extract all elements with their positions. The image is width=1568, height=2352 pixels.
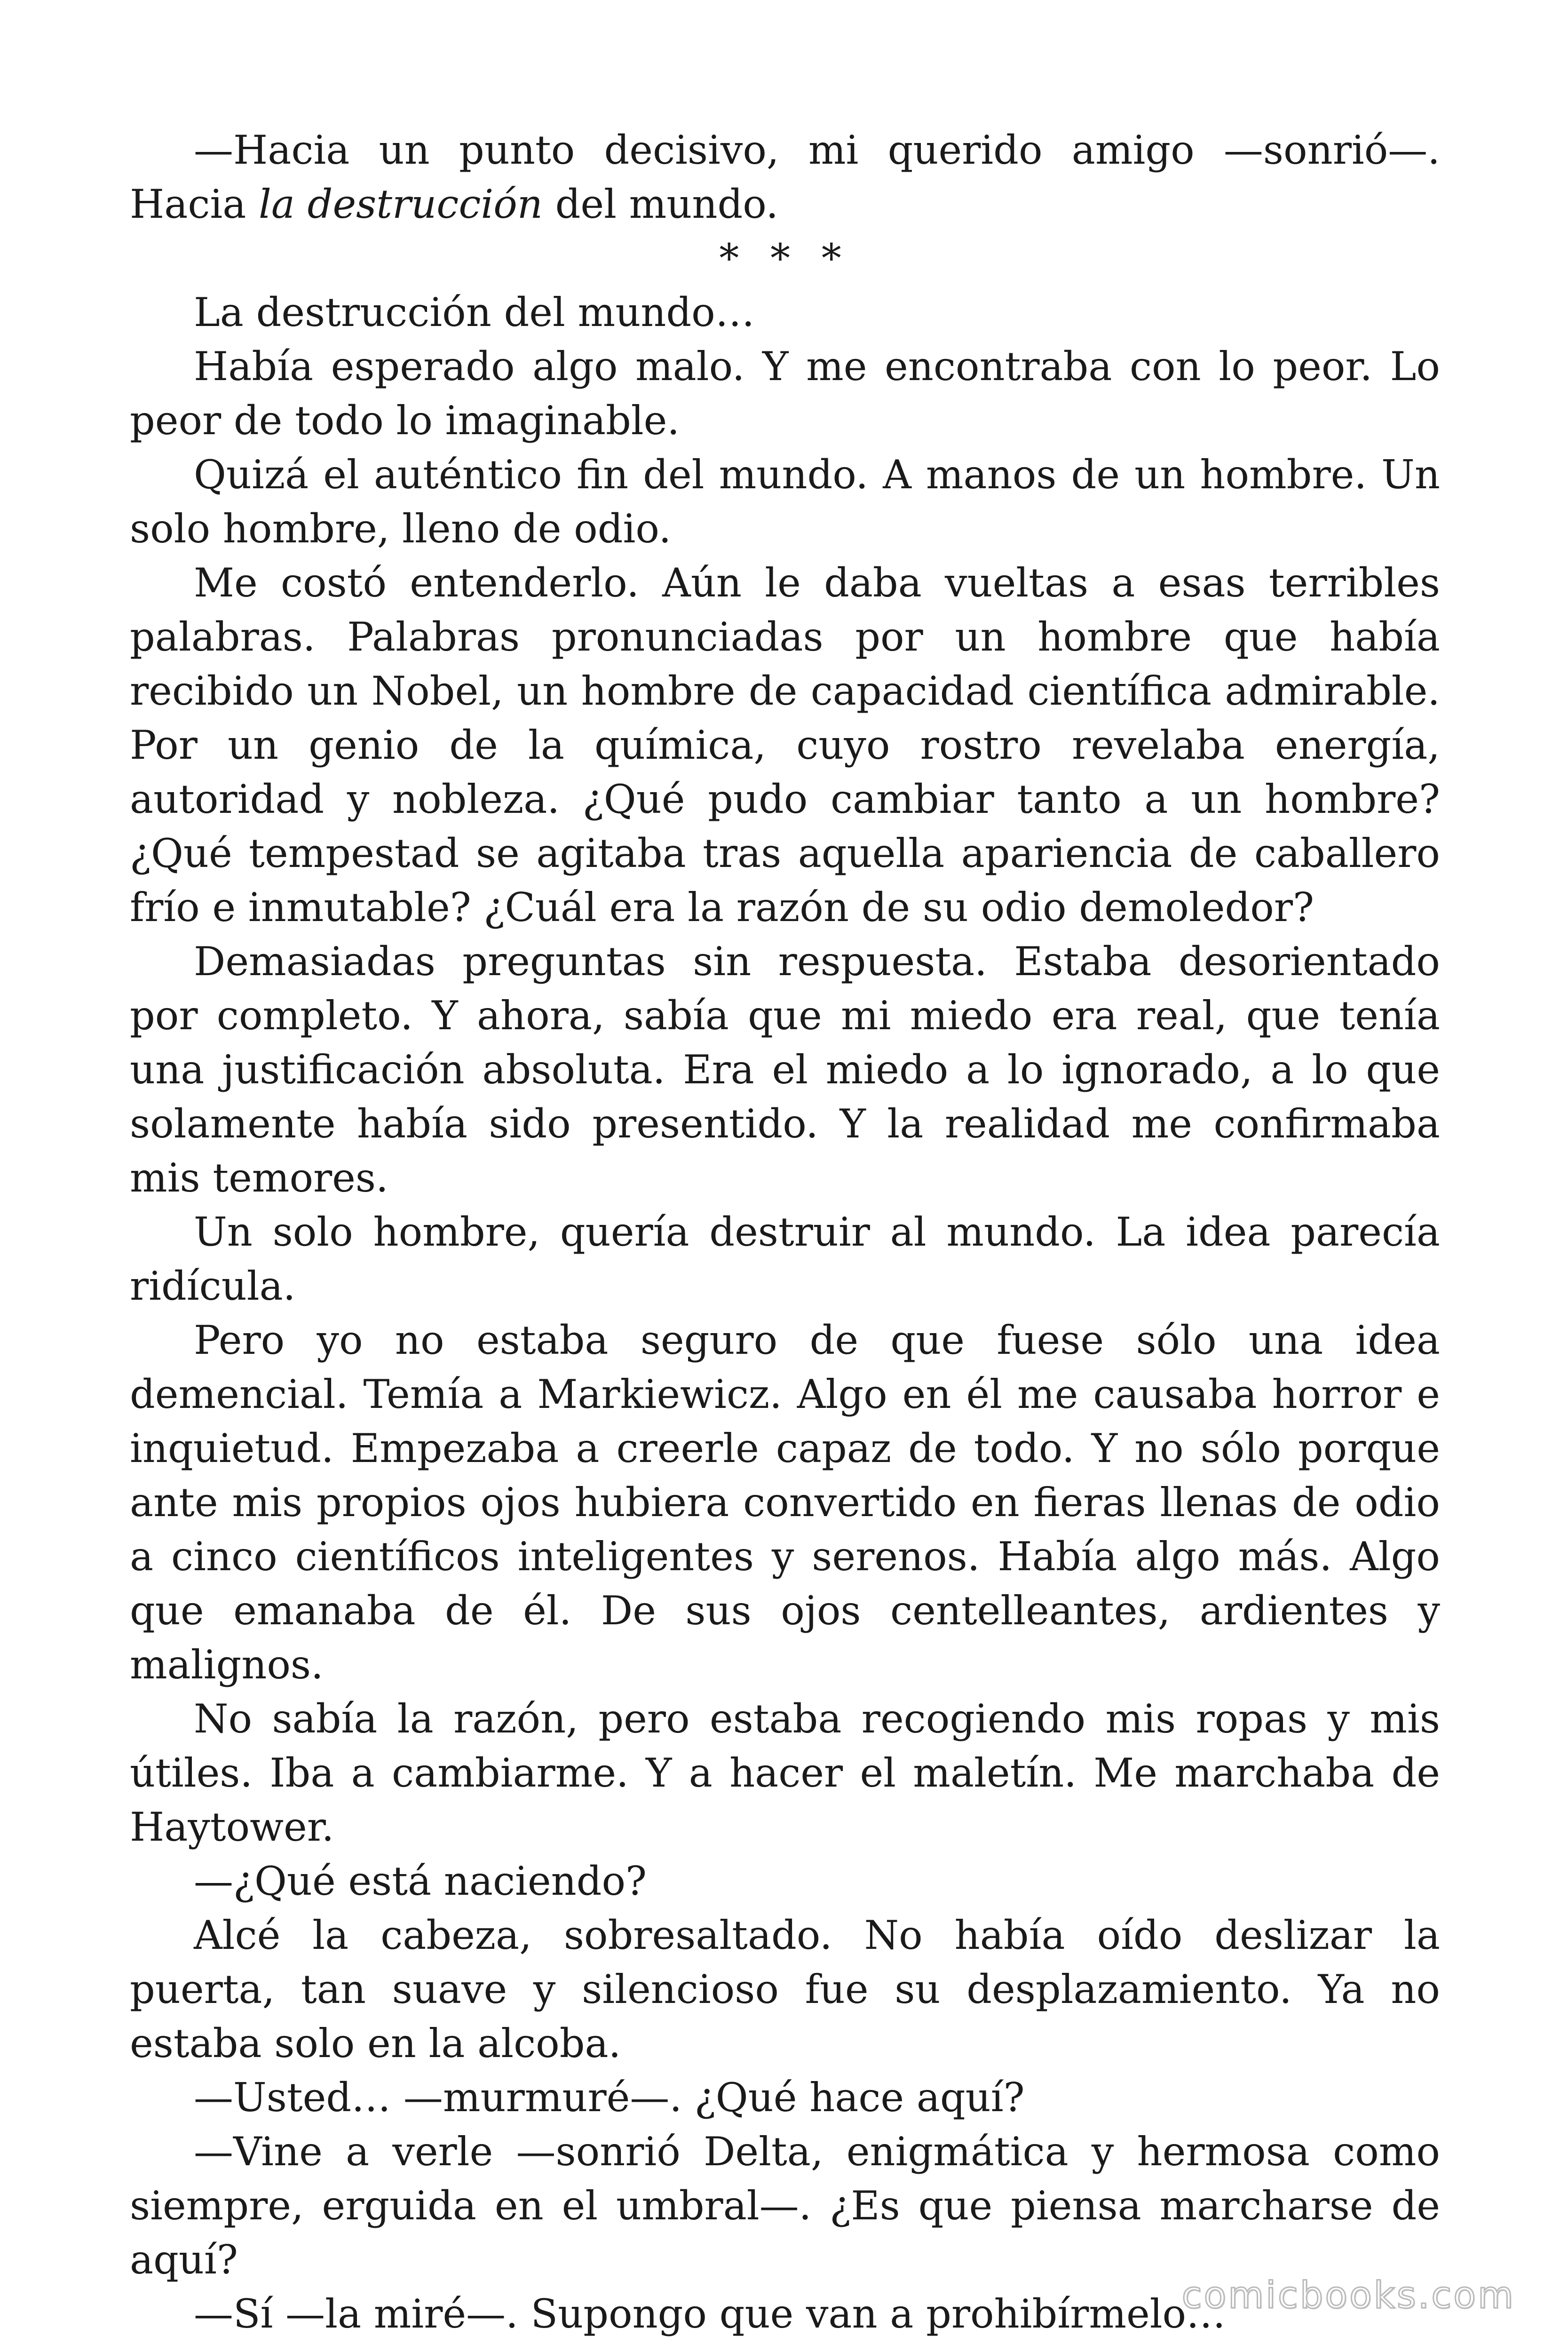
paragraph: —¿Qué está naciendo?: [194, 1858, 647, 1904]
paragraph: Había esperado algo malo. Y me encontraba con lo peor. Lo peor de todo lo imaginable.: [130, 343, 1440, 444]
paragraph: —Sí —la miré—. Supongo que van a prohibírmelo…: [194, 2291, 1226, 2337]
paragraph: Pero yo no estaba seguro de que fuese sólo una idea demencial. Temía a Markiewicz. Algo en él me causaba horror e inquietud. Empezaba a creerle capaz de todo. Y no sólo porque ante mis propios ojos hubiera convertido en fieras llenas de odio a cinco científicos inteligentes y serenos. Había algo más. Algo que emanaba de él. De sus ojos centelleantes, ardientes y malignos.: [130, 1317, 1440, 1688]
paragraph: Alcé la cabeza, sobresaltado. No había oído deslizar la puerta, tan suave y silencioso fue su desplazamiento. Ya no estaba solo en la alcoba.: [130, 1912, 1440, 2066]
paragraph: Me costó entenderlo. Aún le daba vueltas a esas terribles palabras. Palabras pronunciadas por un hombre que había recibido un Nobel, un hombre de capacidad científica admirable. Por un genio de la química, cuyo rostro revelaba energía, autoridad y nobleza. ¿Qué pudo cambiar tanto a un hombre? ¿Qué tempestad se agitaba tras aquella apariencia de caballero frío e inmutable? ¿Cuál era la razón de su odio demoledor?: [130, 560, 1440, 930]
paragraph: [130, 123, 1440, 231]
italic-phrase: la destrucción: [259, 181, 543, 227]
paragraph-tail: del mundo.: [542, 181, 779, 227]
paragraph: No sabía la razón, pero estaba recogiendo mis ropas y mis útiles. Iba a cambiarme. Y a hacer el maletín. Me marchaba de Haytower.: [130, 1696, 1440, 1850]
page-text: [130, 123, 1440, 2341]
paragraph: —Vine a verle —sonrió Delta, enigmática y hermosa como siempre, erguida en el umbral—. ¿Es que piensa marcharse de aquí?: [130, 2129, 1440, 2283]
paragraph: Demasiadas preguntas sin respuesta. Estaba desorientado por completo. Y ahora, sabía que mi miedo era real, que tenía una justificación absoluta. Era el miedo a lo ignorado, a lo que solamente había sido presentido. Y la realidad me confirmaba mis temores.: [130, 938, 1440, 1201]
paragraph: Quizá el auténtico fin del mundo. A manos de un hombre. Un solo hombre, lleno de odio.: [130, 452, 1440, 552]
watermark: comicbooks.com: [1181, 2274, 1515, 2317]
section-separator: * * *: [719, 235, 851, 281]
paragraph: La destrucción del mundo…: [194, 289, 755, 335]
paragraph: Un solo hombre, quería destruir al mundo. La idea parecía ridícula.: [130, 1209, 1440, 1309]
paragraph-text: —Hacia un punto decisivo, mi querido amigo —sonrió—. Hacia: [130, 127, 1440, 227]
paragraph: —Usted… —murmuré—. ¿Qué hace aquí?: [194, 2074, 1025, 2121]
